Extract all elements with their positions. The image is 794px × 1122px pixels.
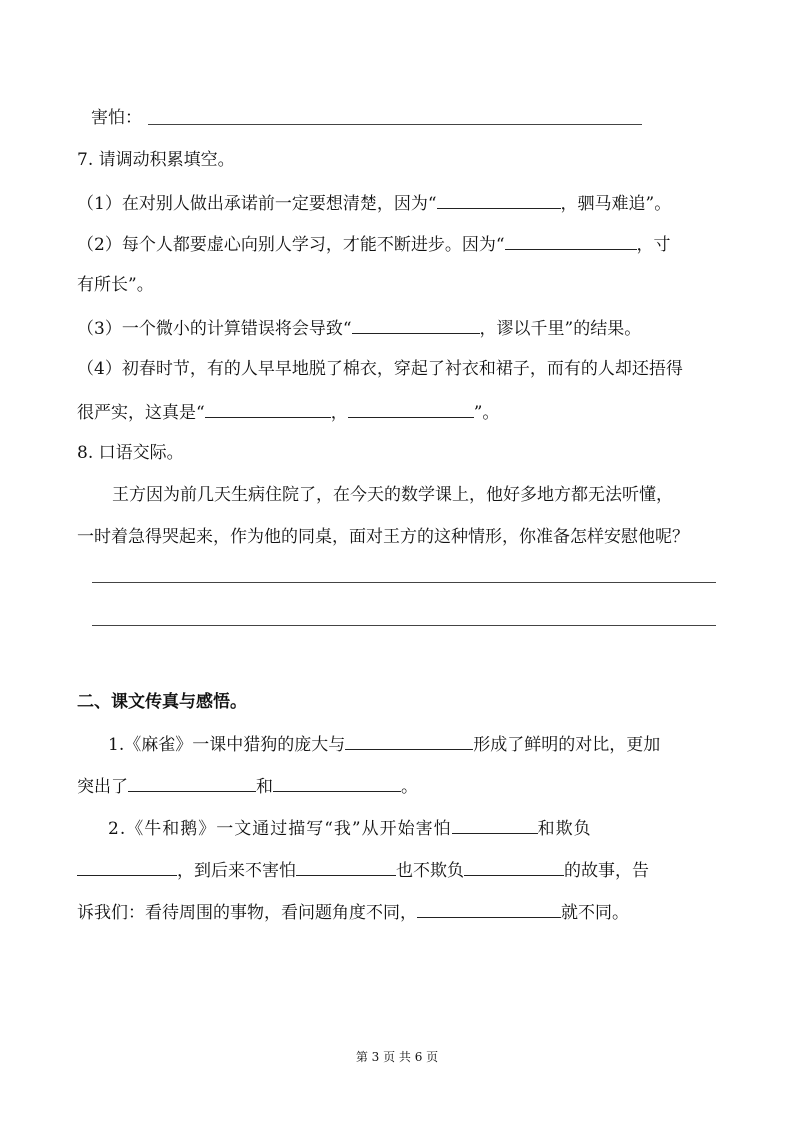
q7-item-3-suffix: ，谬以千里”的结果。: [479, 319, 642, 339]
s2-item-2-blank-2[interactable]: [77, 857, 177, 876]
q7-item-4-blank-2[interactable]: [348, 399, 474, 418]
s2-item-2-prefix: 2.《牛和鹅》一文通过描写“我”从开始害怕: [108, 819, 452, 839]
s2-item-2-blank-3[interactable]: [296, 857, 396, 876]
q7-item-1: [77, 190, 671, 216]
q7-item-2-suffix: ，寸: [636, 235, 671, 255]
s2-item-2-blank-4[interactable]: [464, 857, 564, 876]
q7-item-2-blank[interactable]: [505, 231, 637, 250]
q7-item-4-prefix: 很严实，这真是“: [77, 403, 205, 423]
fear-label: 害怕：: [91, 108, 142, 128]
s2-item-1-blank-1[interactable]: [345, 731, 473, 750]
q7-item-2-line-2: 有所长”。: [77, 275, 154, 295]
s2-item-1-mid: 形成了鲜明的对比，更加: [473, 735, 661, 755]
q7-item-1-suffix: ，驷马难追”。: [560, 194, 672, 214]
q7-item-3-blank[interactable]: [352, 315, 480, 334]
q7-item-4: （4）初春时节，有的人早早地脱了棉衣，穿起了衬衣和裙子，而有的人却还捂得: [77, 359, 683, 379]
q8-answer-line-2[interactable]: [92, 625, 716, 626]
question-8-title: 8. 口语交际。: [77, 443, 184, 463]
q7-item-4-line-2: [77, 399, 499, 425]
s2-item-1-blank-3[interactable]: [273, 773, 401, 792]
q8-prompt-line-1: 王方因为前几天生病住院了，在今天的数学课上，他好多地方都无法听懂，: [112, 485, 673, 505]
q7-item-1-blank[interactable]: [437, 190, 561, 209]
q7-item-3: [77, 315, 641, 341]
fear-answer-row: [91, 106, 142, 130]
s2-item-1-blank-2[interactable]: [128, 773, 256, 792]
s2-item-2-mid: 和欺负: [537, 819, 592, 839]
q7-item-4-blank-1[interactable]: [205, 399, 331, 418]
section-2-item-2-line-2: [77, 857, 649, 883]
q7-item-2-prefix: （2）每个人都要虚心向别人学习，才能不断进步。因为“: [77, 235, 505, 255]
q8-prompt-line-2: 一时着急得哭起来，作为他的同桌，面对王方的这种情形，你准备怎样安慰他呢？: [77, 527, 689, 547]
section-2-item-2: [108, 815, 592, 841]
s2-item-1-prefix: 1.《麻雀》一课中猎狗的庞大与: [108, 735, 346, 755]
section-2-item-2-line-3: [77, 899, 629, 925]
q7-item-3-prefix: （3）一个微小的计算错误将会导致“: [77, 319, 352, 339]
q8-answer-line-1[interactable]: [92, 582, 716, 583]
question-7-title: 7. 请调动积累填空。: [77, 150, 235, 170]
q7-item-2: [77, 231, 671, 257]
section-2-item-1: [108, 731, 660, 757]
s2-item-2-line3-suffix: 就不同。: [561, 903, 629, 923]
q7-item-1-prefix: （1）在对别人做出承诺前一定要想清楚，因为“: [77, 194, 437, 214]
s2-item-1-line2-mid: 和: [256, 777, 273, 797]
section-2-item-1-line-2: [77, 773, 418, 799]
s2-item-2-line2-suffix: 的故事，告: [564, 861, 649, 881]
s2-item-2-blank-5[interactable]: [417, 899, 561, 918]
s2-item-1-line2-prefix: 突出了: [77, 777, 128, 797]
q7-item-4-suffix: ”。: [473, 403, 500, 423]
q7-item-4-mid: ，: [330, 403, 348, 423]
s2-item-2-line2-mid2: 也不欺负: [396, 861, 464, 881]
section-2-heading: 二、课文传真与感悟。: [77, 692, 247, 712]
s2-item-2-line3-prefix: 诉我们：看待周围的事物，看问题角度不同，: [77, 903, 417, 923]
s2-item-2-blank-1[interactable]: [452, 815, 538, 834]
s2-item-1-line2-suffix: 。: [401, 777, 418, 797]
fear-answer-blank[interactable]: [148, 124, 642, 125]
s2-item-2-line2-mid1: ，到后来不害怕: [177, 861, 296, 881]
page-number-footer: 第 3 页 共 6 页: [355, 1050, 439, 1064]
